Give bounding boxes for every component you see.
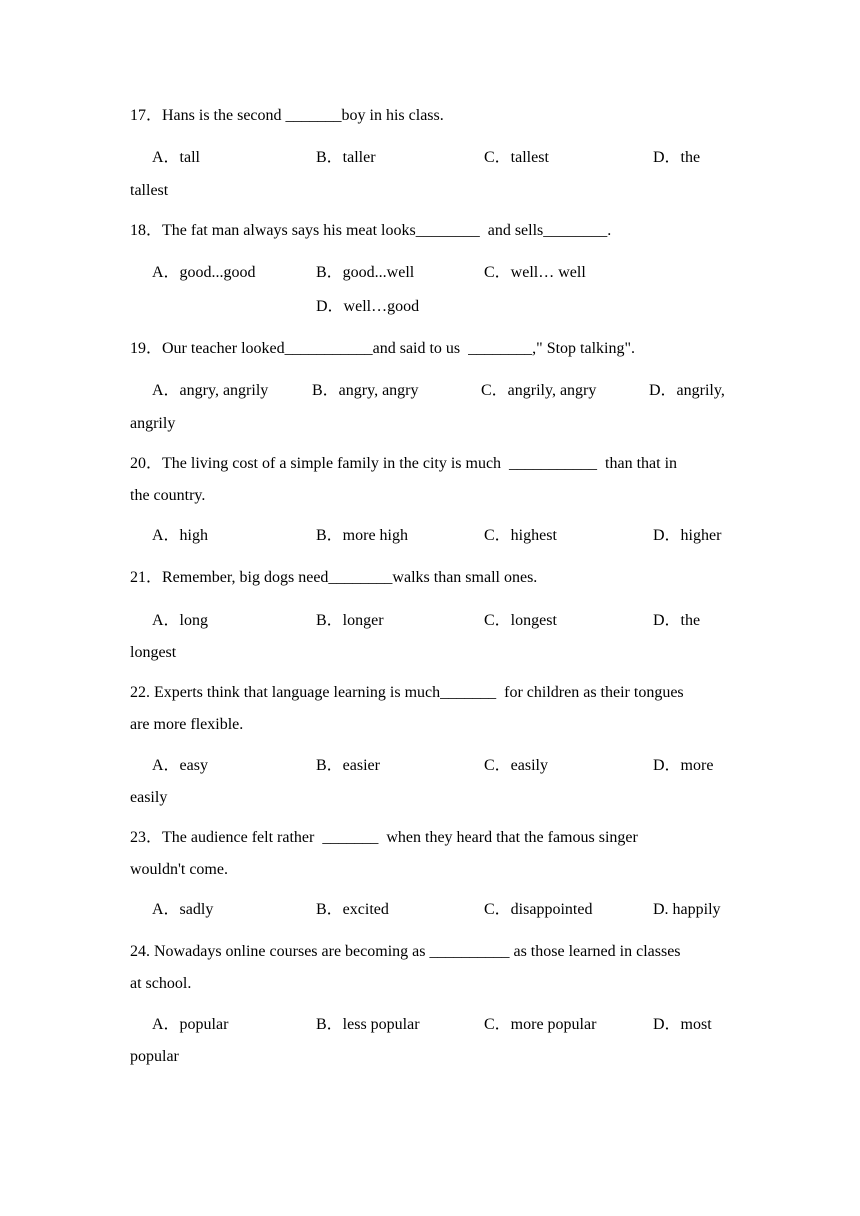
- question-19-stem: 19．Our teacher looked___________and said to us ________," Stop talking".: [130, 340, 636, 357]
- question-21-option-b: B．longer: [316, 612, 384, 629]
- question-20-option-b: B．more high: [316, 527, 408, 544]
- question-24-stem-line-2: at school.: [130, 975, 192, 992]
- question-17-option-b: B．taller: [316, 149, 376, 166]
- question-24-stem-line-1: 24. Nowadays online courses are becoming as __________ as those learned in classes: [130, 943, 681, 960]
- question-23-option-a: A．sadly: [152, 901, 214, 918]
- question-21-option-d-wrap: longest: [130, 644, 177, 661]
- question-19-option-d: D．angrily,: [649, 382, 725, 399]
- question-20-stem-line-2: the country.: [130, 487, 206, 504]
- question-22-stem-line-1: 22. Experts think that language learning is much_______ for children as their tongues: [130, 684, 684, 701]
- question-24-option-d-wrap: popular: [130, 1048, 179, 1065]
- question-19-option-b: B．angry, angry: [312, 382, 419, 399]
- question-17-option-d: D．the: [653, 149, 701, 166]
- question-18-option-b: B．good...well: [316, 264, 415, 281]
- question-20-option-c: C．highest: [484, 527, 557, 544]
- question-19-option-d-wrap: angrily: [130, 415, 176, 432]
- question-22-option-d: D．more: [653, 757, 714, 774]
- question-22-option-d-wrap: easily: [130, 789, 168, 806]
- question-23-option-c: C．disappointed: [484, 901, 593, 918]
- question-23-option-d: D. happily: [653, 901, 721, 918]
- question-20-option-d: D．higher: [653, 527, 722, 544]
- question-21-option-d: D．the: [653, 612, 701, 629]
- question-24-option-a: A．popular: [152, 1016, 229, 1033]
- question-17-option-c: C．tallest: [484, 149, 549, 166]
- question-20-stem-line-1: 20．The living cost of a simple family in the city is much ___________ than that in: [130, 455, 678, 472]
- question-20-option-a: A．high: [152, 527, 209, 544]
- question-18-option-a: A．good...good: [152, 264, 256, 281]
- question-17-option-d-wrap: tallest: [130, 182, 169, 199]
- question-21-option-c: C．longest: [484, 612, 557, 629]
- question-17-stem: 17．Hans is the second _______boy in his class.: [130, 107, 444, 124]
- question-19-option-c: C．angrily, angry: [481, 382, 597, 399]
- question-23-option-b: B．excited: [316, 901, 389, 918]
- question-22-option-c: C．easily: [484, 757, 548, 774]
- question-21-stem: 21．Remember, big dogs need________walks than small ones.: [130, 569, 538, 586]
- question-24-option-c: C．more popular: [484, 1016, 597, 1033]
- question-19-option-a: A．angry, angrily: [152, 382, 269, 399]
- question-22-option-a: A．easy: [152, 757, 208, 774]
- question-24-option-d: D．most: [653, 1016, 712, 1033]
- question-21-option-a: A．long: [152, 612, 209, 629]
- question-18-option-c: C．well… well: [484, 264, 586, 281]
- question-18-option-d: D．well…good: [316, 298, 420, 315]
- question-23-stem-line-2: wouldn't come.: [130, 861, 228, 878]
- question-18-stem: 18．The fat man always says his meat looks________ and sells________.: [130, 222, 612, 239]
- question-22-stem-line-2: are more flexible.: [130, 716, 244, 733]
- question-23-stem-line-1: 23．The audience felt rather _______ when they heard that the famous singer: [130, 829, 638, 846]
- question-22-option-b: B．easier: [316, 757, 380, 774]
- question-24-option-b: B．less popular: [316, 1016, 420, 1033]
- question-17-option-a: A．tall: [152, 149, 200, 166]
